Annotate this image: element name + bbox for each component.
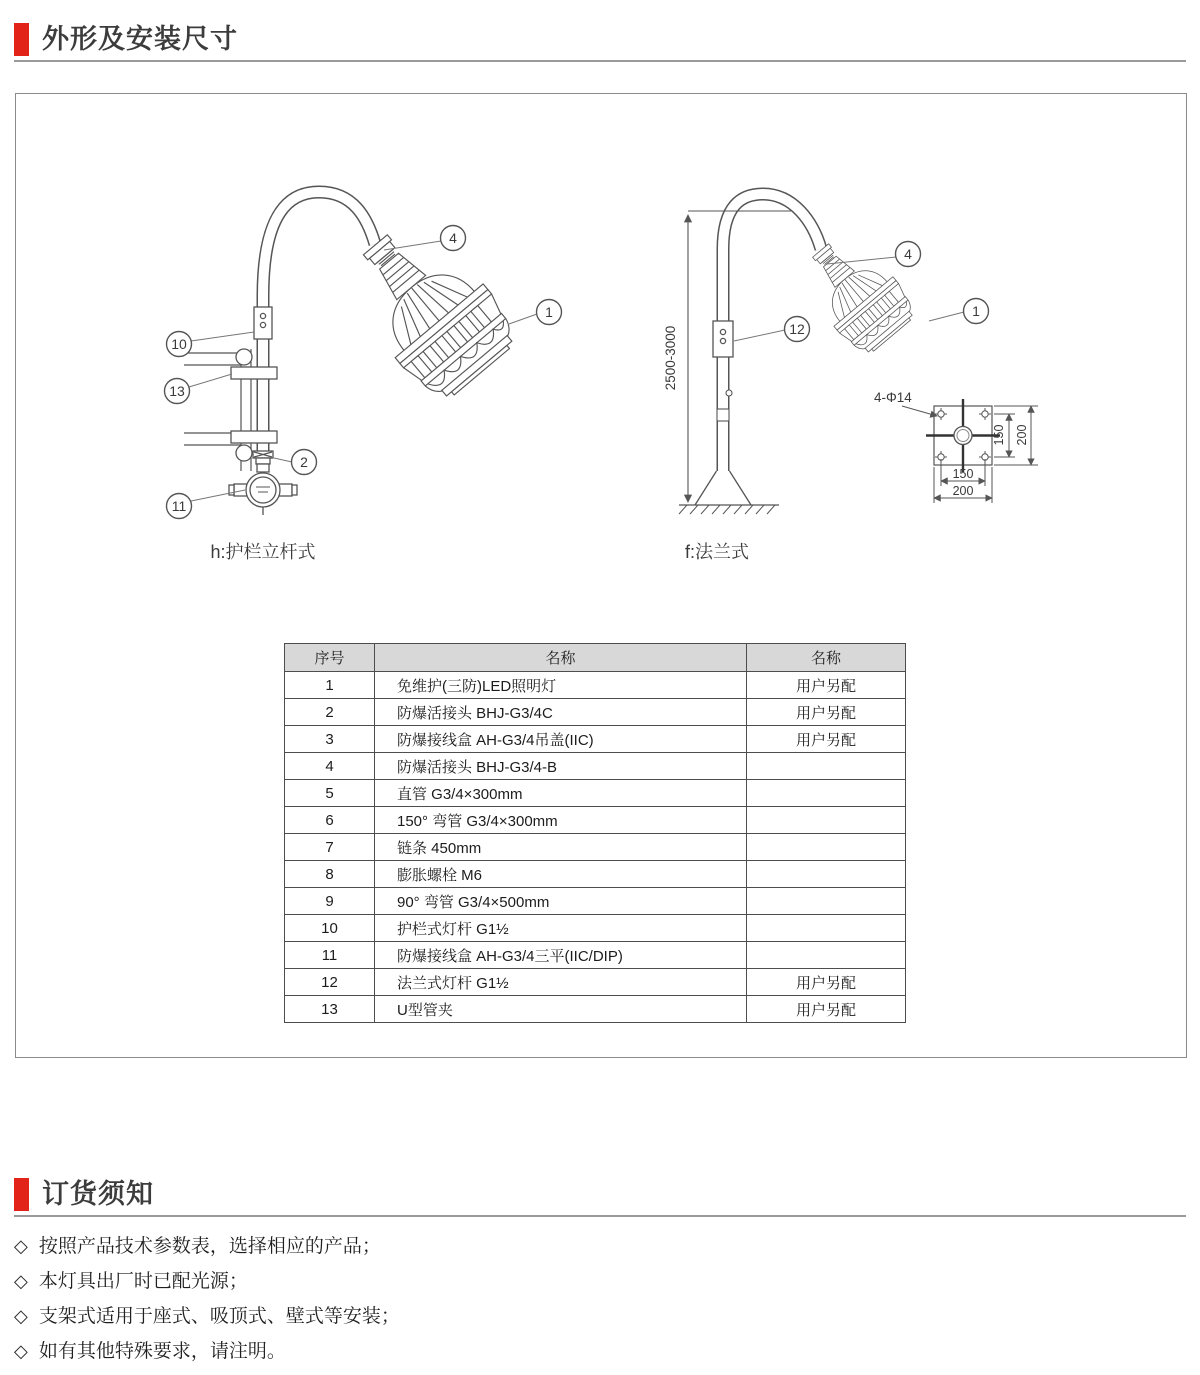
remark-cell: 用户另配 [747,969,906,996]
callout-12 [785,317,810,342]
flange-hole-label: 4-Φ14 [874,390,912,405]
flange-dim-200-v: 200 [1015,424,1029,446]
remark-cell [747,780,906,807]
red-accent-bar [14,23,29,56]
part-name-cell: 防爆接线盒 AH-G3/4吊盖(IIC) [375,726,747,753]
pole-base [679,471,779,514]
callout-1-right [964,299,989,324]
remark-cell [747,861,906,888]
lamp-pole-guardrail [263,192,375,451]
callout-1 [537,300,562,325]
note-text: 本灯具出厂时已配光源； [38,1271,248,1292]
part-name-cell: 直管 G3/4×300mm [375,780,747,807]
callouts-left [165,226,562,519]
row-index-cell: 5 [285,780,375,807]
table-header-row [285,644,906,672]
pole-coupler-flange [713,321,733,357]
table-row [285,726,906,753]
callout-2 [292,450,317,475]
note-text: 按照产品技术参数表，选择相应的产品； [38,1236,381,1257]
callout-13-label: 13 [169,383,185,399]
row-index-cell: 7 [285,834,375,861]
part-name-cell: 护栏式灯杆 G1½ [375,915,747,942]
callout-10-label: 10 [171,336,187,352]
part-name-cell: 90° 弯管 G3/4×500mm [375,888,747,915]
diagram-caption-right: f:法兰式 [684,542,750,562]
part-name-cell: 免维护(三防)LED照明灯 [375,672,747,699]
table-row [285,996,906,1023]
row-index-cell: 12 [285,969,375,996]
callout-4 [441,226,466,251]
remark-cell [747,753,906,780]
callout-2-label: 2 [300,454,308,470]
column-header: 序号 [285,644,375,672]
diagram-caption-left: h:护栏立杆式 [210,542,316,562]
pole-coupler [254,307,272,339]
flange-dim-150-v: 150 [992,424,1006,446]
callout-4-right-label: 4 [904,246,912,262]
row-index-cell: 13 [285,996,375,1023]
part-name-cell: 150° 弯管 G3/4×300mm [375,807,747,834]
page-title: 外形及安装尺寸 [42,24,238,54]
table-row [285,888,906,915]
flange-dim-200-h: 200 [952,484,974,498]
part-name-cell: 膨胀螺栓 M6 [375,861,747,888]
column-header: 名称 [375,644,747,672]
row-index-cell: 1 [285,672,375,699]
callout-13 [165,379,190,404]
remark-cell [747,942,906,969]
remark-cell [747,888,906,915]
remark-cell: 用户另配 [747,699,906,726]
callout-10 [167,332,192,357]
remark-cell [747,915,906,942]
row-index-cell: 4 [285,753,375,780]
ordering-title: 订货须知 [42,1179,154,1209]
row-index-cell: 9 [285,888,375,915]
diagram-guardrail-type [165,192,562,562]
height-dimension-label: 2500-3000 [663,325,678,391]
row-index-cell: 8 [285,861,375,888]
installation-diagrams [16,94,1186,654]
callout-1-right-label: 1 [972,303,980,319]
note-text: 支架式适用于座式、吸顶式、壁式等安装； [38,1306,400,1327]
callout-4-right [896,242,921,267]
remark-cell [747,807,906,834]
diamond-bullet-icon: ◇ [14,1236,28,1256]
part-name-cell: U型管夹 [375,996,747,1023]
table-row [285,780,906,807]
diagram-panel [15,93,1187,1058]
note-item [14,1306,400,1327]
remark-cell: 用户另配 [747,996,906,1023]
column-header: 名称 [747,644,906,672]
flange-detail [874,390,1038,503]
table-row [285,969,906,996]
callout-1-label: 1 [545,304,553,320]
part-name-cell: 链条 450mm [375,834,747,861]
callout-11 [167,494,192,519]
table-row [285,753,906,780]
u-pipe-clamps [231,349,277,461]
remark-cell [747,834,906,861]
parts-table [284,643,906,1023]
red-accent-bar [14,1178,29,1211]
part-name-cell: 防爆接线盒 AH-G3/4三平(IIC/DIP) [375,942,747,969]
remark-cell: 用户另配 [747,672,906,699]
table-row [285,915,906,942]
callout-11-label: 11 [171,498,187,514]
lamp-head-left [331,208,525,409]
table-row [285,834,906,861]
note-item [14,1271,400,1292]
diagram-flange-type [663,194,1038,562]
row-index-cell: 3 [285,726,375,753]
flange-dim-150-h: 150 [952,467,974,481]
section-header-dimensions [14,23,1186,62]
note-item [14,1236,400,1257]
remark-cell: 用户另配 [747,726,906,753]
row-index-cell: 2 [285,699,375,726]
diamond-bullet-icon: ◇ [14,1306,28,1326]
section-header-ordering [14,1178,1186,1217]
union-fitting [253,451,273,464]
table-row [285,699,906,726]
part-name-cell: 法兰式灯杆 G1½ [375,969,747,996]
diamond-bullet-icon: ◇ [14,1341,28,1361]
row-index-cell: 10 [285,915,375,942]
part-name-cell: 防爆活接头 BHJ-G3/4C [375,699,747,726]
table-row [285,807,906,834]
note-text: 如有其他特殊要求，请注明。 [38,1341,286,1362]
diamond-bullet-icon: ◇ [14,1271,28,1291]
note-item [14,1341,400,1362]
ordering-notes [14,1236,400,1375]
callout-12-label: 12 [789,321,805,337]
table-row [285,861,906,888]
table-row [285,942,906,969]
row-index-cell: 11 [285,942,375,969]
part-name-cell: 防爆活接头 BHJ-G3/4-B [375,753,747,780]
callout-4-label: 4 [449,230,457,246]
junction-box [229,464,297,515]
row-index-cell: 6 [285,807,375,834]
table-row [285,672,906,699]
